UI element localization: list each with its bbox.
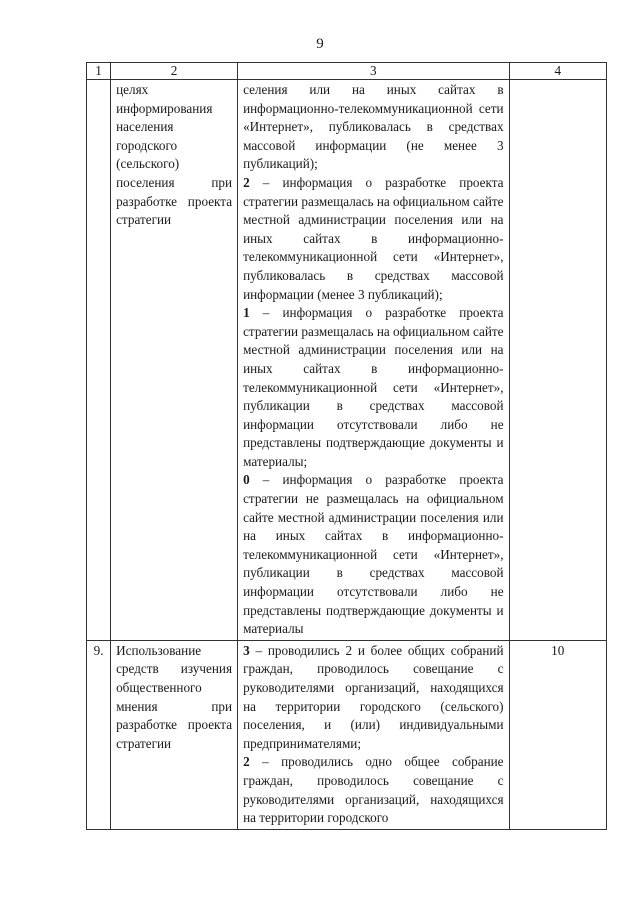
description-cell — [238, 640, 509, 829]
score-text: – проводились 2 и более общих собраний граждан, проводилось совещание с руководителями организаций, находящихся на территории городского (сельского) поселения, и (или) индивидуальными предпринимателями; — [243, 642, 504, 751]
score-description — [243, 642, 503, 754]
max-score-cell: 10 — [509, 640, 606, 829]
max-score-cell — [509, 80, 606, 641]
score-description — [243, 753, 503, 827]
page-number: 9 — [316, 36, 324, 52]
score-text: – информация о разработке проекта стратегии размещалась на официальном сайте местной администрации поселения или на иных сайтах в информационно-телекоммуникационной сети «Интернет», публикации в средствах массовой информации отсутствовали либо не представлены подтверждающие документы и материалы; — [243, 305, 504, 469]
criteria-table — [86, 62, 607, 830]
header-col-3: 3 — [238, 63, 509, 80]
score-text: – информация о разработке проекта стратегии размещалась на официальном сайте местной администрации поселения или на иных сайтах в информационно-телекоммуникационной сети «Интернет», публиковалась в средствах массовой информации (менее 3 публикаций); — [243, 174, 504, 302]
score-description — [243, 304, 503, 471]
score-description — [243, 81, 503, 174]
header-col-4: 4 — [509, 63, 606, 80]
score-description — [243, 174, 503, 304]
score-mark: 1 — [243, 305, 250, 321]
score-text: селения или на иных сайтах в информационно-телекоммуникационной сети «Интернет», публиковалась в средствах массовой информации (не менее 3 публикаций); — [243, 82, 504, 172]
row-number — [87, 80, 111, 641]
score-text: – информация о разработке проекта стратегии не размещалась на официальном сайте местной администрации поселения или на иных сайтах в информационно-телекоммуникационной сети «Интернет», публикации в средствах массовой информации отсутствовали либо не представлены подтверждающие документы и материалы — [243, 472, 504, 637]
description-cell — [238, 80, 509, 641]
table-row — [87, 80, 607, 641]
score-description — [243, 471, 503, 638]
criterion-cell: целях информирования населения городского (сельского) поселения при разработке проекта стратегии — [111, 80, 238, 641]
score-mark: 2 — [243, 174, 250, 190]
score-mark: 3 — [243, 642, 250, 658]
criterion-cell: Использование средств изучения общественного мнения при разработке проекта стратегии — [111, 640, 238, 829]
header-col-2: 2 — [111, 63, 238, 80]
table-header-row — [87, 63, 607, 80]
row-number: 9. — [87, 640, 111, 829]
header-col-1: 1 — [87, 63, 111, 80]
score-mark: 0 — [243, 472, 250, 488]
score-text: – проводились одно общее собрание граждан, проводилось совещание с руководителями организаций, находящихся на территории городского — [243, 754, 504, 826]
score-mark: 2 — [243, 754, 250, 770]
table-row — [87, 640, 607, 829]
